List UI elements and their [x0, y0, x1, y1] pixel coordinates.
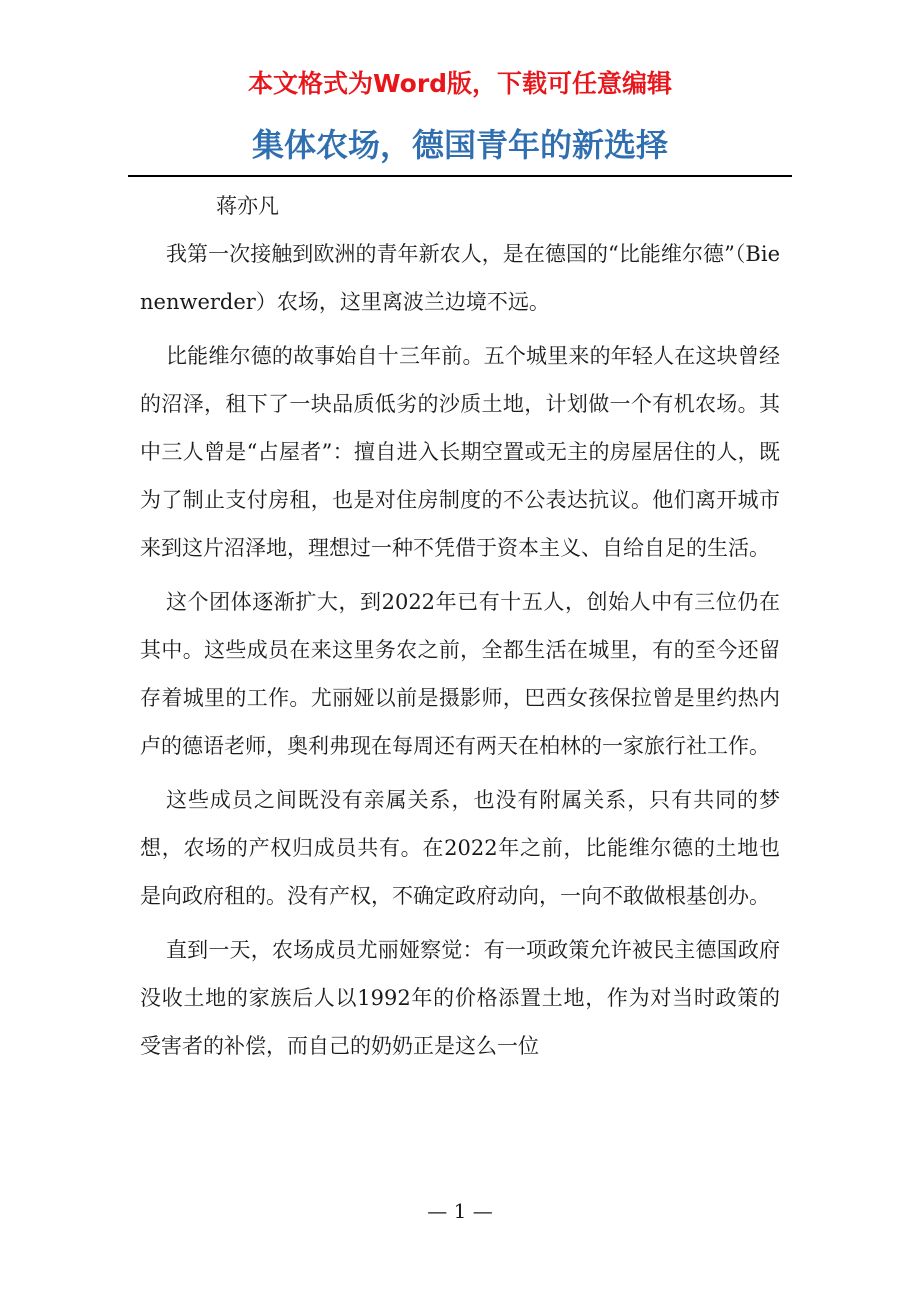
format-banner: 本文格式为Word版，下载可任意编辑: [247, 69, 673, 98]
title-divider: [128, 175, 792, 177]
paragraph-1: 我第一次接触到欧洲的青年新农人，是在德国的“比能维尔德”（Bienenwerder）农场，这里离波兰边境不远。: [140, 242, 780, 314]
page-number: — 1 —: [427, 1199, 493, 1223]
author-name: 蒋亦凡: [216, 194, 279, 218]
article-body: [140, 184, 780, 1076]
article-title: 集体农场，德国青年的新选择: [251, 126, 668, 164]
paragraph-3: 这个团体逐渐扩大，到2022年已有十五人，创始人中有三位仍在其中。这些成员在来这里务农之前，全都生活在城里，有的至今还留存着城里的工作。尤丽娅以前是摄影师，巴西女孩保拉曾是里约热内卢的德语老师，奥利弗现在每周还有两天在柏林的一家旅行社工作。: [140, 590, 780, 758]
paragraph-2: 比能维尔德的故事始自十三年前。五个城里来的年轻人在这块曾经的沼泽，租下了一块品质低劣的沙质土地，计划做一个有机农场。其中三人曾是“占屋者”：擅自进入长期空置或无主的房屋居住的人，既为了制止支付房租，也是对住房制度的不公表达抗议。他们离开城市来到这片沼泽地，理想过一种不凭借于资本主义、自给自足的生活。: [140, 344, 780, 560]
paragraph-4: 这些成员之间既没有亲属关系，也没有附属关系，只有共同的梦想，农场的产权归成员共有。在2022年之前，比能维尔德的土地也是向政府租的。没有产权，不确定政府动向，一向不敢做根基创办。: [140, 788, 780, 908]
paragraph-5: 直到一天，农场成员尤丽娅察觉：有一项政策允许被民主德国政府没收土地的家族后人以1992年的价格添置土地，作为对当时政策的受害者的补偿，而自己的奶奶正是这么一位: [140, 938, 780, 1058]
